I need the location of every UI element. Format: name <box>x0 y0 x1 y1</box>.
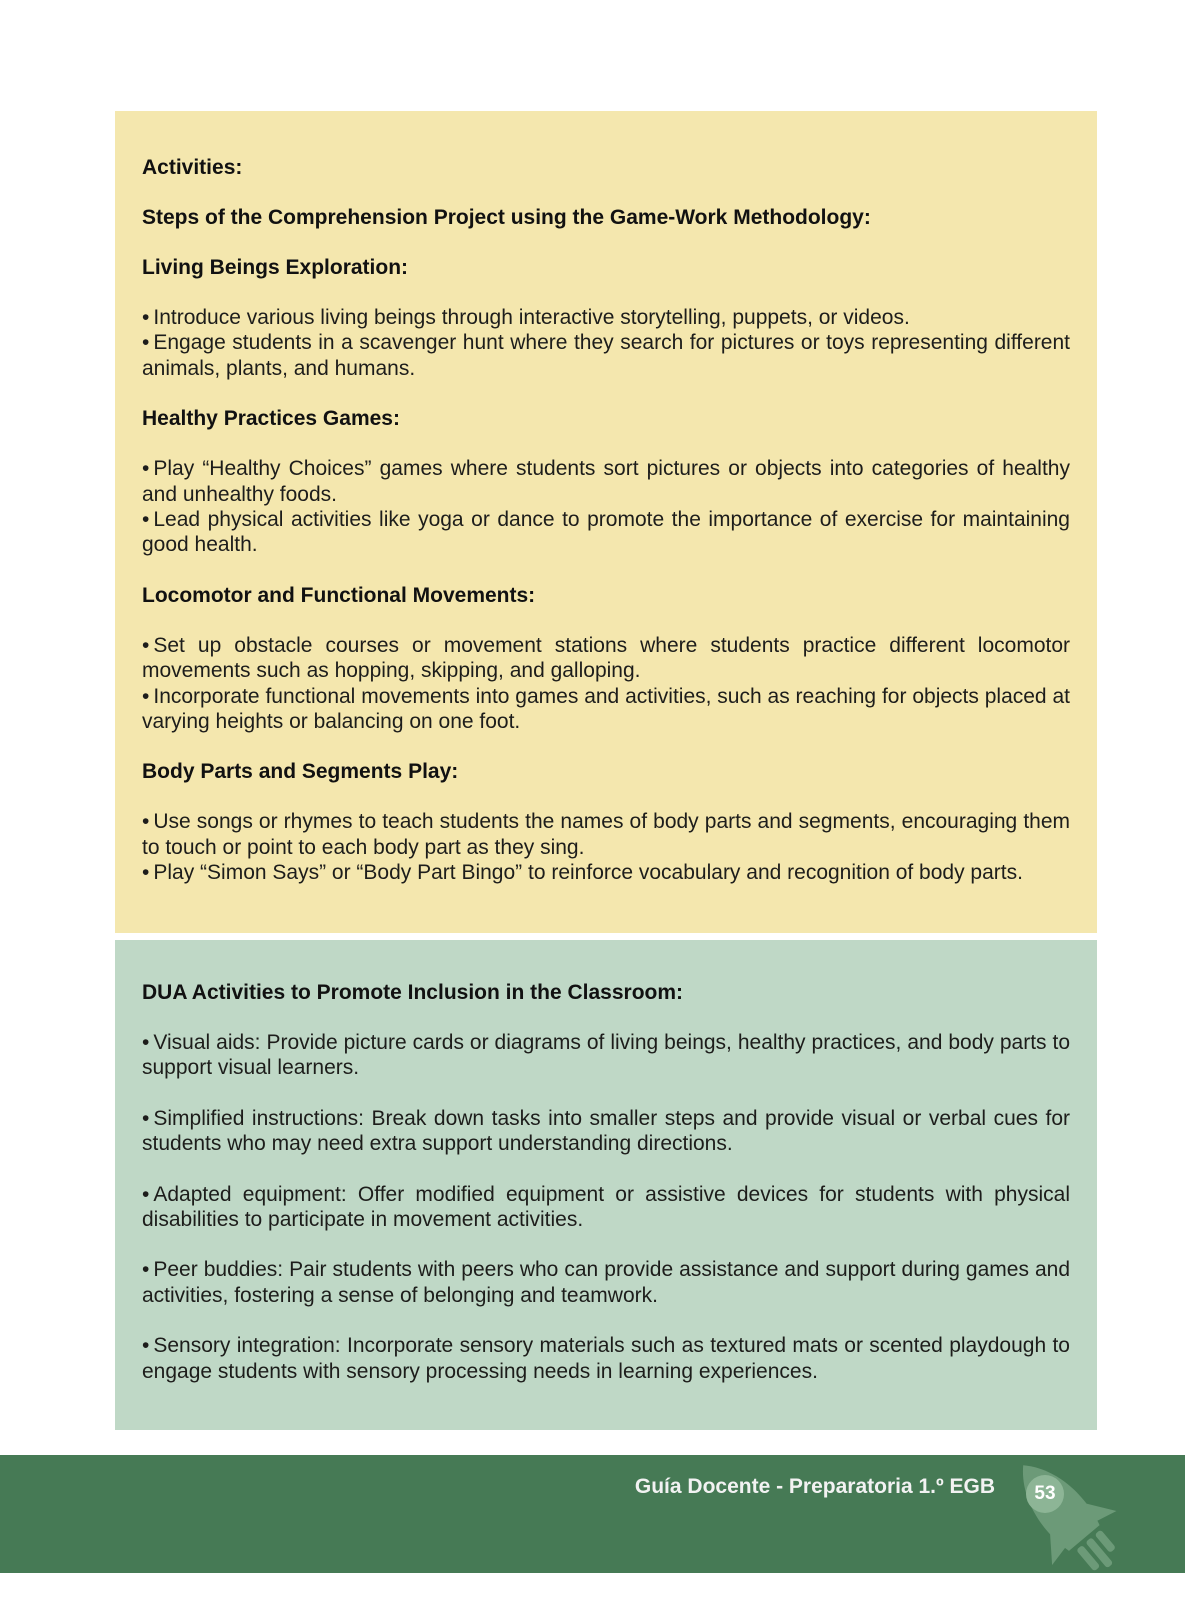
activities-subtitle: Steps of the Comprehension Project using the Game-Work Methodology: <box>142 206 871 229</box>
bullet-icon: • <box>142 457 150 481</box>
bullet-list-healthy-practices <box>142 456 1070 558</box>
bullet-icon: • <box>142 1031 150 1054</box>
list-item: • Engage students in a scavenger hunt where they search for pictures or toys representing different animals, plants, and humans. <box>142 331 1070 380</box>
section-heading-body-parts: Body Parts and Segments Play: <box>142 760 459 784</box>
bullet-icon: • <box>142 861 150 885</box>
dua-heading: DUA Activities to Promote Inclusion in the Classroom: <box>142 981 684 1004</box>
page-footer <box>0 1455 1185 1573</box>
dua-bullet-list <box>142 1030 1070 1384</box>
list-item: • Adapted equipment: Offer modified equipment or assistive devices for students with physical disabilities to participate in movement activities. <box>142 1182 1070 1232</box>
bullet-icon: • <box>142 684 150 708</box>
list-item: • Sensory integration: Incorporate sensory materials such as textured mats or scented playdough to engage students with sensory processing needs in learning experiences. <box>142 1334 1070 1383</box>
list-item: • Set up obstacle courses or movement stations where students practice different locomotor movements such as hopping, skipping, and galloping. <box>142 633 1070 683</box>
list-item: • Visual aids: Provide picture cards or diagrams of living beings, healthy practices, and body parts to support visual learners. <box>142 1031 1070 1080</box>
bullet-list-living-beings <box>142 305 1070 381</box>
rocket-icon <box>995 1455 1135 1573</box>
bullet-icon: • <box>142 508 150 532</box>
list-item: • Lead physical activities like yoga or dance to promote the importance of exercise for maintaining good health. <box>142 508 1070 557</box>
bullet-icon: • <box>142 331 150 355</box>
bullet-list-locomotor <box>142 633 1070 735</box>
bullet-icon: • <box>142 1182 150 1206</box>
bullet-icon: • <box>142 810 150 834</box>
dua-panel <box>115 940 1097 1430</box>
section-heading-healthy-practices: Healthy Practices Games: <box>142 407 400 431</box>
footer-title: Guía Docente - Preparatoria 1.º EGB <box>634 1475 995 1498</box>
activities-panel <box>115 111 1097 933</box>
bullet-icon: • <box>142 633 150 657</box>
list-item: • Simplified instructions: Break down tasks into smaller steps and provide visual or verbal cues for students who may need extra support understanding directions. <box>142 1106 1070 1156</box>
bullet-list-body-parts <box>142 809 1070 885</box>
bullet-icon: • <box>142 1106 150 1130</box>
list-item: • Peer buddies: Pair students with peers who can provide assistance and support during games and activities, fostering a sense of belonging and teamwork. <box>142 1258 1070 1307</box>
page-number-badge: 53 <box>1026 1475 1064 1513</box>
activities-title: Activities: <box>142 156 243 179</box>
list-item: • Play “Simon Says” or “Body Part Bingo” to reinforce vocabulary and recognition of body parts. <box>142 861 1023 885</box>
bullet-icon: • <box>142 1334 150 1358</box>
list-item: • Incorporate functional movements into games and activities, such as reaching for objects placed at varying heights or balancing on one foot. <box>142 684 1070 734</box>
list-item: • Use songs or rhymes to teach students the names of body parts and segments, encouraging them to touch or point to each body part as they sing. <box>142 810 1070 859</box>
list-item: • Introduce various living beings through interactive storytelling, puppets, or videos. <box>142 306 910 329</box>
bullet-icon: • <box>142 306 150 329</box>
section-heading-locomotor: Locomotor and Functional Movements: <box>142 583 536 607</box>
bullet-icon: • <box>142 1258 150 1282</box>
section-heading-living-beings: Living Beings Exploration: <box>142 256 409 279</box>
list-item: • Play “Healthy Choices” games where students sort pictures or objects into categories of healthy and unhealthy foods. <box>142 457 1070 506</box>
